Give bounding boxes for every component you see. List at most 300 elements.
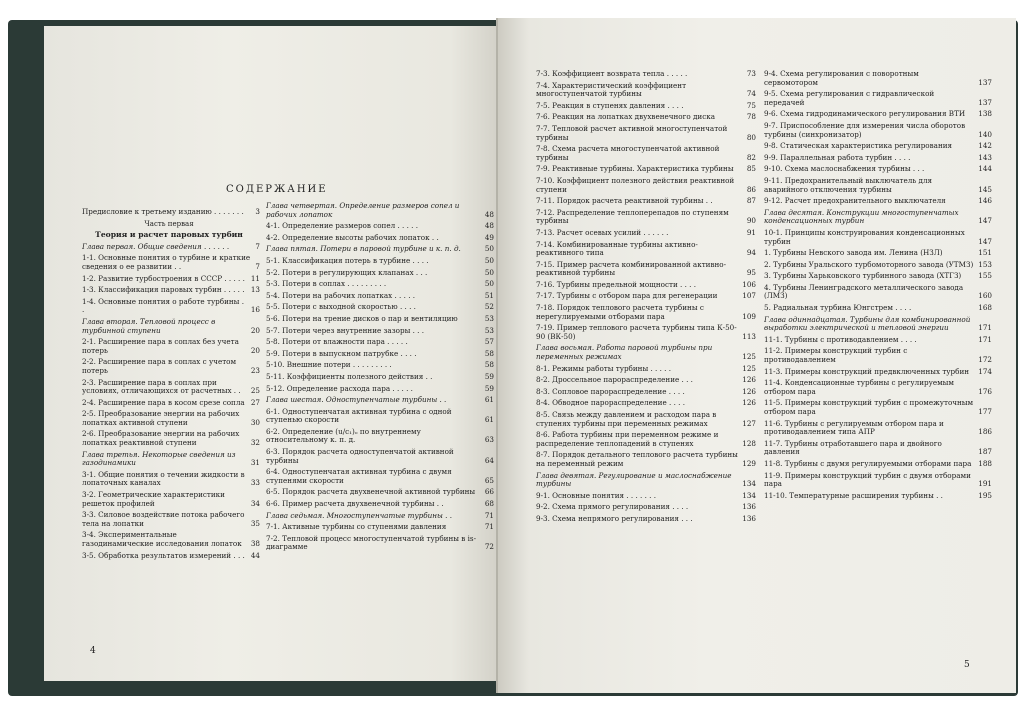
toc-entry-title: 3. Турбины Харьковского турбинного завода (ХТГЗ)	[764, 272, 962, 281]
toc-entry-page: 137	[978, 97, 992, 107]
page-number-left: 4	[90, 646, 96, 656]
toc-entry-page: 51	[484, 290, 494, 300]
toc-entry	[536, 292, 756, 301]
toc-entry-page: 11	[250, 273, 260, 283]
toc-entry-page: 153	[978, 259, 992, 269]
toc-entry-page: 188	[978, 458, 992, 468]
toc-entry	[536, 261, 756, 278]
toc-entry	[764, 284, 992, 301]
toc-entry-title: Глава пятая. Потери в паровой турбине и к. п. д.	[266, 245, 461, 254]
toc-entry-title: 11-9. Примеры конструкций турбин с двумя отборами пара	[764, 471, 971, 489]
toc-entry-page: 53	[484, 325, 494, 335]
toc-entry-page: 48	[484, 221, 494, 231]
toc-entry	[764, 197, 992, 206]
toc-entry-title: 7-5. Реакция в ступенях давления . . . .	[536, 101, 684, 110]
left-page	[44, 26, 506, 681]
toc-chapter-entry	[266, 245, 494, 254]
toc-entry-title: 1-1. Основные понятия о турбине и краткие сведения о ее развитии . .	[82, 254, 251, 271]
toc-entry	[82, 298, 260, 315]
toc-entry-title: 9-8. Статическая характеристика регулирования	[764, 142, 953, 151]
toc-entry-title: 5-3. Потери в соплах . . . . . . . . .	[266, 280, 387, 289]
toc-entry	[266, 468, 494, 485]
toc-entry-title: 7-8. Схема расчета многоступенчатой активной турбины	[536, 145, 720, 162]
toc-entry-page: 138	[978, 109, 992, 119]
toc-entry-page: 174	[978, 366, 992, 376]
toc-entry	[266, 315, 494, 324]
toc-entry	[536, 177, 756, 194]
toc-entry-title: 9-11. Предохранительный выключатель для аварийного отключения турбины	[764, 176, 933, 194]
toc-entry	[266, 338, 494, 347]
toc-entry	[266, 373, 494, 382]
toc-entry-page: 187	[978, 447, 992, 457]
toc-entry-page: 186	[978, 427, 992, 437]
toc-entry-page: 82	[746, 152, 756, 162]
toc-entry-page: 151	[978, 248, 992, 258]
toc-entry	[536, 241, 756, 258]
toc-entry-page: 80	[746, 132, 756, 142]
toc-entry	[764, 165, 992, 174]
toc-entry	[764, 368, 992, 377]
toc-entry	[764, 261, 992, 270]
toc-entry-title: 2-5. Преобразование энергии на рабочих лопатках активной ступени	[82, 410, 240, 427]
toc-entry-title: 10-1. Принципы конструирования конденсационных турбин	[764, 228, 965, 246]
toc-entry	[266, 500, 494, 509]
toc-entry	[82, 410, 260, 427]
toc-chapter-entry	[266, 202, 494, 219]
toc-entry-page: 145	[978, 184, 992, 194]
toc-right-col-2	[764, 70, 992, 503]
toc-entry-title: 6-4. Одноступенчатая активная турбина с двумя ступенями скорости	[266, 468, 452, 485]
toc-entry-page: 128	[742, 438, 756, 448]
toc-entry-page: 16	[250, 305, 260, 315]
toc-entry	[82, 254, 260, 271]
toc-entry	[536, 145, 756, 162]
toc-entry-title: Глава седьмая. Многоступенчатые турбины . .	[266, 511, 452, 520]
toc-entry-page: 57	[484, 337, 494, 347]
toc-entry-title: 4. Турбины Ленинградского металлического завода (ЛМЗ)	[764, 283, 964, 301]
toc-entry-page: 68	[484, 499, 494, 509]
toc-entry-page: 144	[978, 164, 992, 174]
toc-chapter-entry	[764, 316, 992, 333]
toc-entry-title: 7-7. Тепловой расчет активной многоступенчатой турбины	[536, 124, 728, 142]
toc-chapter-entry	[82, 451, 260, 468]
toc-entry-title: 8-3. Сопловое парораспределение . . . .	[536, 387, 685, 396]
toc-entry	[266, 292, 494, 301]
toc-entry	[764, 70, 992, 87]
toc-entry-page: 25	[250, 386, 260, 396]
toc-entry-title: 7-13. Расчет осевых усилий . . . . . .	[536, 228, 669, 237]
toc-entry-title: 7-17. Турбины с отбором пара для регенерации	[536, 292, 718, 301]
toc-entry-title: Теория и расчет паровых турбин	[95, 231, 243, 240]
toc-entry-page: 126	[742, 375, 756, 385]
toc-entry-title: Глава четвертая. Определение размеров сопел и рабочих лопаток	[266, 202, 460, 219]
toc-entry-title: 9-9. Параллельная работа турбин . . . .	[764, 153, 911, 162]
toc-entry	[536, 197, 756, 206]
toc-entry-page: 27	[250, 397, 260, 407]
toc-entry-title: Глава шестая. Одноступенчатые турбины . .	[266, 396, 447, 405]
toc-entry-page: 168	[978, 303, 992, 313]
toc-entry-title: 3-3. Силовое воздействие потока рабочего тела на лопатки	[82, 511, 245, 528]
toc-entry	[82, 552, 260, 561]
toc-entry-page: 134	[742, 490, 756, 500]
toc-entry-page: 32	[250, 438, 260, 448]
toc-entry	[266, 428, 494, 445]
toc-entry-title: 6-3. Порядок расчета одноступенчатой активной турбины	[266, 448, 454, 465]
toc-entry-title: 9-6. Схема гидродинамического регулирования ВТИ	[764, 110, 966, 119]
toc-entry-page: 171	[978, 323, 992, 333]
toc-left-col-2	[266, 202, 494, 555]
toc-entry	[266, 535, 494, 552]
toc-entry-page: 113	[742, 331, 756, 341]
toc-entry	[536, 281, 756, 290]
toc-entry-title: 4-1. Определение размеров сопел . . . . .	[266, 222, 419, 231]
toc-entry	[266, 448, 494, 465]
toc-entry-title: 6-1. Одноступенчатая активная турбина с одной ступенью скорости	[266, 407, 452, 425]
toc-entry-title: 2. Турбины Уральского турбомоторного завода (УТМЗ)	[764, 260, 974, 269]
toc-entry	[764, 420, 992, 437]
toc-entry-title: 8-5. Связь между давлением и расходом пара в ступенях турбины при переменных режимах	[536, 411, 717, 428]
toc-entry-page: 95	[746, 268, 756, 278]
toc-entry-page: 146	[978, 196, 992, 206]
toc-entry-page: 86	[746, 184, 756, 194]
toc-entry-page: 109	[742, 311, 756, 321]
toc-chapter-entry	[266, 396, 494, 405]
toc-entry-title: 1. Турбины Невского завода им. Ленина (НЗЛ)	[764, 249, 943, 258]
toc-entry	[82, 208, 260, 217]
toc-entry-page: 75	[746, 100, 756, 110]
toc-entry	[82, 358, 260, 375]
toc-entry	[266, 361, 494, 370]
toc-entry	[82, 399, 260, 408]
toc-entry-page: 50	[484, 244, 494, 254]
toc-entry-title: 7-3. Коэффициент возврата тепла . . . . .	[536, 70, 688, 78]
toc-entry-page: 72	[484, 542, 494, 552]
toc-entry-title: 3-1. Общие понятия о течении жидкости в лопаточных каналах	[82, 470, 245, 488]
toc-entry-page: 7	[255, 261, 260, 271]
toc-entry-title: 2-2. Расширение пара в соплах с учетом потерь	[82, 358, 237, 375]
toc-entry-title: 3-5. Обработка результатов измерений . . .	[82, 551, 245, 560]
toc-entry-title: 7-15. Пример расчета комбинированной активно-реактивной турбины	[536, 260, 727, 278]
toc-entry-title: 9-4. Схема регулирования с поворотным сервомотором	[764, 70, 919, 87]
toc-entry-title: 11-8. Турбины с двумя регулируемыми отборами пара	[764, 459, 972, 468]
toc-entry	[82, 511, 260, 528]
toc-entry	[536, 165, 756, 174]
toc-entry-title: 2-4. Расширение пара в косом срезе сопла	[82, 398, 245, 407]
toc-entry	[536, 388, 756, 397]
toc-entry-title: 9-10. Схема маслоснабжения турбины . . .	[764, 165, 925, 174]
toc-entry-title: Глава восьмая. Работа паровой турбины при переменных режимах	[536, 344, 713, 362]
toc-entry	[82, 430, 260, 447]
toc-entry-title: 1-4. Основные понятия о работе турбины . .	[82, 297, 244, 315]
toc-entry	[536, 365, 756, 374]
toc-entry	[536, 113, 756, 122]
toc-entry-title: 11-4. Конденсационные турбины с регулируемым отбором пара	[764, 379, 954, 396]
toc-entry	[764, 336, 992, 345]
toc-entry-page: 74	[746, 89, 756, 99]
toc-entry-title: 5-2. Потери в регулирующих клапанах . . .	[266, 268, 428, 277]
toc-entry-title: 5-11. Коэффициенты полезного действия . .	[266, 372, 433, 381]
page-number-right: 5	[964, 660, 970, 670]
toc-entry	[764, 399, 992, 416]
toc-entry-page: 71	[484, 510, 494, 520]
toc-entry-title: 11-1. Турбины с противодавлением . . . .	[764, 335, 917, 344]
toc-entry-title: 4-2. Определение высоты рабочих лопаток . .	[266, 233, 439, 242]
toc-entry-page: 50	[484, 267, 494, 277]
toc-entry-page: 195	[978, 490, 992, 500]
toc-entry-page: 160	[978, 291, 992, 301]
toc-entry-page: 44	[250, 550, 260, 560]
toc-entry	[266, 488, 494, 497]
toc-entry	[764, 304, 992, 313]
toc-left-col-1	[82, 208, 260, 563]
toc-entry-page: 23	[250, 365, 260, 375]
toc-entry-title: 8-1. Режимы работы турбины . . . . .	[536, 364, 672, 373]
right-page	[498, 18, 1016, 693]
toc-entry	[536, 399, 756, 408]
toc-entry-title: 3-2. Геометрические характеристики решеток профилей	[82, 491, 225, 508]
toc-entry-title: 5-9. Потери в выпускном патрубке . . . .	[266, 349, 417, 358]
toc-entry-title: 7-19. Пример теплового расчета турбины типа К-50-90 (ВК-50)	[536, 324, 737, 341]
toc-entry-title: 7-16. Турбины предельной мощности . . . .	[536, 280, 697, 289]
toc-entry-title: 7-6. Реакция на лопатках двухвенечного диска	[536, 113, 716, 122]
toc-entry-page: 78	[746, 112, 756, 122]
toc-entry	[536, 431, 756, 448]
toc-entry	[764, 142, 992, 151]
toc-entry-page: 140	[978, 129, 992, 139]
toc-entry-page: 172	[978, 355, 992, 365]
toc-entry-title: 5-7. Потери через внутренние зазоры . . .	[266, 326, 424, 335]
toc-entry-page: 90	[746, 216, 756, 226]
toc-entry	[266, 523, 494, 532]
toc-entry	[82, 379, 260, 396]
toc-entry-title: 5-5. Потери с выходной скоростью . . . .	[266, 303, 416, 312]
toc-entry-title: 9-12. Расчет предохранительного выключателя	[764, 197, 946, 206]
toc-entry-page: 50	[484, 279, 494, 289]
toc-entry-page: 126	[742, 398, 756, 408]
toc-entry-title: 11-10. Температурные расширения турбины . .	[764, 491, 943, 500]
toc-chapter-entry	[536, 472, 756, 489]
toc-entry-page: 127	[742, 418, 756, 428]
toc-entry	[536, 492, 756, 501]
toc-entry-title: Глава одиннадцатая. Турбины для комбинированной выработки электрической и тепловой энергии	[764, 315, 971, 333]
toc-entry-page: 52	[484, 302, 494, 312]
toc-entry-title: 11-5. Примеры конструкций турбин с промежуточным отбором пара	[764, 399, 974, 416]
toc-entry-title: 7-14. Комбинированные турбины активно-реактивного типа	[536, 240, 698, 258]
toc-entry	[266, 257, 494, 266]
toc-entry	[266, 234, 494, 243]
toc-entry-page: 38	[250, 539, 260, 548]
toc-entry-title: 5-1. Классификация потерь в турбине . . . .	[266, 256, 429, 265]
toc-entry-page: 147	[978, 216, 992, 226]
toc-entry	[764, 90, 992, 107]
toc-entry-title: 9-2. Схема прямого регулирования . . . .	[536, 503, 689, 512]
toc-entry-page: 66	[484, 487, 494, 497]
toc-entry	[764, 229, 992, 246]
toc-entry-page: 137	[978, 77, 992, 87]
toc-entry-title: 7-18. Порядок теплового расчета турбины с нерегулируемыми отборами пара	[536, 304, 704, 321]
toc-entry-title: 7-9. Реактивные турбины. Характеристика турбины	[536, 165, 734, 174]
toc-entry-page: 58	[484, 360, 494, 370]
toc-entry-page: 61	[484, 395, 494, 405]
toc-entry	[764, 379, 992, 396]
toc-entry	[266, 350, 494, 359]
toc-entry-page: 13	[250, 285, 260, 295]
toc-entry-title: 9-7. Приспособление для измерения числа оборотов турбины (синхронизатор)	[764, 121, 966, 139]
toc-entry	[764, 249, 992, 258]
toc-entry	[536, 82, 756, 99]
toc-entry	[82, 338, 260, 355]
toc-entry-page: 61	[484, 415, 494, 425]
toc-entry-page: 126	[742, 386, 756, 396]
toc-entry	[536, 304, 756, 321]
toc-chapter-entry	[82, 243, 260, 252]
toc-entry-title: 11-7. Турбины отработавшего пара и двойного давления	[764, 439, 942, 457]
toc-entry	[536, 515, 756, 524]
toc-entry-title: Глава девятая. Регулирование и маслоснабжение турбины	[536, 471, 732, 489]
toc-entry-title: Глава первая. Общие сведения . . . . . .	[82, 242, 230, 251]
toc-entry-title: Часть первая	[144, 219, 194, 228]
toc-entry-title: 1-2. Развитие турбостроения в СССР . . . . .	[82, 274, 245, 283]
toc-entry-title: 5-10. Внешние потери . . . . . . . . .	[266, 361, 392, 370]
toc-entry-title: 9-5. Схема регулирования с гидравлической передачей	[764, 90, 935, 107]
toc-entry	[764, 122, 992, 139]
toc-entry-page: 171	[978, 334, 992, 344]
toc-entry-page: 107	[742, 291, 756, 301]
toc-entry	[82, 275, 260, 284]
toc-entry-page: 125	[742, 363, 756, 373]
toc-entry	[536, 376, 756, 385]
toc-entry-page: 3	[255, 207, 260, 216]
toc-entry	[536, 209, 756, 226]
toc-entry-page: 20	[250, 325, 260, 335]
toc-entry	[536, 411, 756, 428]
toc-entry-page: 48	[484, 209, 494, 219]
toc-entry	[764, 110, 992, 119]
toc-entry	[764, 347, 992, 364]
toc-entry-page: 31	[250, 458, 260, 468]
toc-entry	[536, 102, 756, 111]
toc-entry-page: 142	[978, 141, 992, 151]
toc-entry-page: 147	[978, 236, 992, 246]
toc-entry-page: 91	[746, 227, 756, 237]
toc-entry-page: 34	[250, 498, 260, 508]
toc-entry-title: 3-4. Экспериментальные газодинамические исследования лопаток	[82, 531, 242, 548]
contents-heading: СОДЕРЖАНИЕ	[226, 184, 328, 195]
toc-entry-title: 11-3. Примеры конструкций предвключенных турбин	[764, 367, 970, 376]
toc-right-col-1	[536, 70, 756, 527]
toc-entry	[82, 531, 260, 548]
toc-entry-title: 9-1. Основные понятия . . . . . . .	[536, 491, 657, 500]
toc-entry-title: 8-7. Порядок детального теплового расчета турбины на переменный режим	[536, 451, 738, 468]
toc-entry-page: 125	[742, 352, 756, 362]
toc-entry-page: 30	[250, 417, 260, 427]
toc-entry	[266, 303, 494, 312]
toc-entry	[764, 177, 992, 194]
toc-entry-page: 33	[250, 478, 260, 488]
toc-entry-title: 11-6. Турбины с регулируемым отбором пара и противодавлением типа АПР	[764, 419, 944, 437]
toc-entry	[82, 471, 260, 488]
toc-entry-title: 5-8. Потери от влажности пара . . . . .	[266, 338, 408, 347]
toc-entry	[266, 280, 494, 289]
toc-entry-page: 94	[746, 248, 756, 258]
toc-entry	[536, 70, 756, 79]
toc-entry-page: 64	[484, 455, 494, 465]
toc-entry-title: 2-1. Расширение пара в соплах без учета потерь	[82, 338, 239, 355]
toc-entry-page: 73	[746, 69, 756, 78]
toc-entry-page: 65	[484, 475, 494, 485]
toc-chapter-entry	[266, 512, 494, 521]
toc-entry-title: 1-3. Классификация паровых турбин . . . . .	[82, 286, 245, 295]
toc-entry-title: 5-4. Потери на рабочих лопатках . . . . .	[266, 291, 416, 300]
toc-entry-page: 59	[484, 383, 494, 393]
toc-entry-page: 7	[255, 241, 260, 251]
toc-entry-title: 8-6. Работа турбины при переменном режиме и распределение теплопадений в ступенях	[536, 431, 719, 448]
toc-entry	[764, 492, 992, 501]
toc-entry-title: Глава вторая. Тепловой процесс в турбинной ступени	[82, 317, 216, 335]
toc-part-heading	[82, 220, 260, 229]
toc-entry-page: 63	[484, 435, 494, 445]
toc-entry-page: 59	[484, 371, 494, 381]
toc-entry-page: 87	[746, 196, 756, 206]
toc-entry	[536, 503, 756, 512]
toc-entry-page: 71	[484, 522, 494, 532]
toc-entry-page: 53	[484, 313, 494, 323]
toc-entry-page: 176	[978, 386, 992, 396]
toc-entry	[764, 154, 992, 163]
toc-entry-title: 6-5. Порядок расчета двухвенечной активной турбины	[266, 488, 476, 497]
toc-entry-title: 2-3. Расширение пара в соплах при условиях, отличающихся от расчетных . .	[82, 378, 241, 396]
toc-entry-page: 106	[742, 279, 756, 289]
toc-entry	[266, 327, 494, 336]
toc-entry-title: 11-2. Примеры конструкций турбин с противодавлением	[764, 347, 908, 365]
toc-entry-title: 5-12. Определение расхода пара . . . . .	[266, 384, 413, 393]
toc-entry	[764, 460, 992, 469]
toc-chapter-entry	[82, 318, 260, 335]
toc-entry-title: 7-1. Активные турбины со ступенями давления	[266, 523, 447, 532]
toc-entry	[764, 272, 992, 281]
toc-entry-title: 7-10. Коэффициент полезного действия реактивной ступени	[536, 176, 735, 194]
toc-entry-title: 7-12. Распределение теплоперепадов по ступеням турбины	[536, 208, 729, 226]
toc-entry-title: 6-2. Определение (u/c₁)ₒ по внутреннему относительному к. п. д.	[266, 427, 421, 445]
toc-entry-title: Глава третья. Некоторые сведения из газодинамики	[82, 450, 236, 468]
toc-entry	[764, 440, 992, 457]
toc-part-heading	[82, 231, 260, 240]
toc-entry-title: 5-6. Потери на трение дисков о пар и вентиляцию	[266, 314, 458, 323]
toc-entry-page: 155	[978, 271, 992, 281]
toc-chapter-entry	[536, 344, 756, 361]
toc-entry-page: 49	[484, 232, 494, 242]
toc-entry	[266, 222, 494, 231]
toc-entry	[82, 286, 260, 295]
toc-entry-title: 7-11. Порядок расчета реактивной турбины . .	[536, 197, 713, 206]
toc-entry-title: 7-4. Характеристический коэффициент многоступенчатой турбины	[536, 81, 687, 99]
toc-entry-page: 50	[484, 255, 494, 265]
toc-entry-title: 2-6. Преобразование энергии на рабочих лопатках реактивной ступени	[82, 430, 240, 448]
toc-entry-page: 129	[742, 458, 756, 468]
toc-entry	[266, 408, 494, 425]
toc-entry	[82, 491, 260, 508]
toc-entry-page: 177	[978, 407, 992, 416]
toc-entry-title: 8-4. Обводное парораспределение . . . .	[536, 399, 685, 408]
toc-entry-title: 9-3. Схема непрямого регулирования . . .	[536, 514, 693, 523]
toc-entry-page: 58	[484, 348, 494, 358]
toc-entry	[266, 385, 494, 394]
toc-entry-page: 85	[746, 164, 756, 174]
toc-entry	[536, 125, 756, 142]
toc-chapter-entry	[764, 209, 992, 226]
toc-entry	[266, 269, 494, 278]
toc-entry-page: 191	[978, 479, 992, 489]
